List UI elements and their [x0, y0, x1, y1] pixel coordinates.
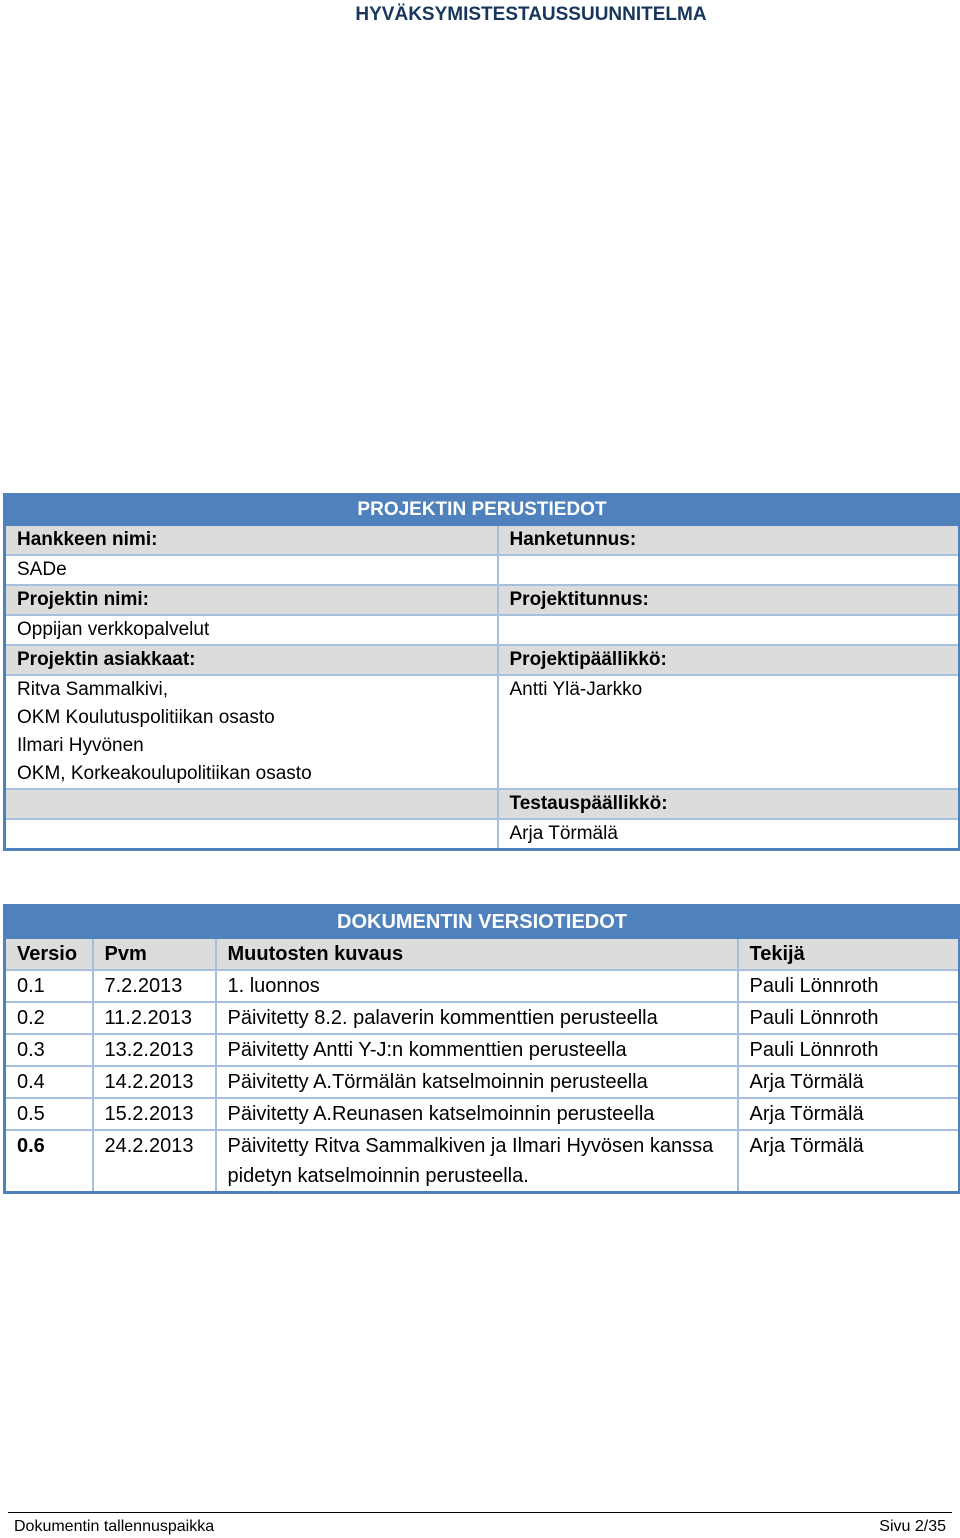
version-cell: 0.3 — [5, 1034, 93, 1066]
customers-list — [5, 675, 498, 789]
description-cell: 1. luonnos — [216, 970, 738, 1002]
version-cell: 0.2 — [5, 1002, 93, 1034]
subproject-label: Projektin nimi: — [5, 585, 498, 615]
customer-line: OKM, Korkeakoulupolitiikan osasto — [17, 763, 312, 784]
description-cell: Päivitetty Ritva Sammalkiven ja Ilmari Hyvösen kanssa pidetyn katselmoinnin perusteella. — [216, 1130, 738, 1193]
footer-storage-location: Dokumentin tallennuspaikka — [14, 1518, 215, 1535]
subproject-code-label: Projektitunnus: — [498, 585, 960, 615]
column-header-author: Tekijä — [738, 938, 960, 970]
table-row — [5, 1002, 960, 1034]
customer-line: Ritva Sammalkivi, — [17, 679, 168, 700]
version-table — [3, 904, 960, 1194]
project-name-label: Hankkeen nimi: — [5, 525, 498, 555]
version-cell: 0.5 — [5, 1098, 93, 1130]
date-cell: 13.2.2013 — [93, 1034, 216, 1066]
test-manager-name: Arja Törmälä — [498, 819, 960, 850]
subproject-code — [498, 615, 960, 645]
version-cell: 0.6 — [5, 1130, 93, 1193]
author-cell: Pauli Lönnroth — [738, 1002, 960, 1034]
column-header-version: Versio — [5, 938, 93, 970]
table-row — [5, 1034, 960, 1066]
footer-page-number: Sivu 2/35 — [879, 1518, 946, 1535]
subproject-name: Oppijan verkkopalvelut — [5, 615, 498, 645]
empty-cell — [5, 819, 498, 850]
date-cell: 7.2.2013 — [93, 970, 216, 1002]
author-cell: Pauli Lönnroth — [738, 1034, 960, 1066]
customer-line: OKM Koulutuspolitiikan osasto — [17, 707, 275, 728]
manager-name: Antti Ylä-Jarkko — [498, 675, 960, 789]
test-manager-label: Testauspäällikkö: — [498, 789, 960, 819]
description-cell: Päivitetty A.Törmälän katselmoinnin perusteella — [216, 1066, 738, 1098]
project-info-table — [3, 493, 960, 851]
manager-label: Projektipäällikkö: — [498, 645, 960, 675]
column-header-description: Muutosten kuvaus — [216, 938, 738, 970]
version-cell: 0.1 — [5, 970, 93, 1002]
column-header-date: Pvm — [93, 938, 216, 970]
project-code — [498, 555, 960, 585]
author-cell: Arja Törmälä — [738, 1098, 960, 1130]
project-code-label: Hanketunnus: — [498, 525, 960, 555]
description-cell: Päivitetty 8.2. palaverin kommenttien perusteella — [216, 1002, 738, 1034]
table-row — [5, 1066, 960, 1098]
author-cell: Pauli Lönnroth — [738, 970, 960, 1002]
table-row — [5, 1098, 960, 1130]
description-cell: Päivitetty Antti Y-J:n kommenttien perusteella — [216, 1034, 738, 1066]
version-cell: 0.4 — [5, 1066, 93, 1098]
author-cell: Arja Törmälä — [738, 1130, 960, 1193]
project-info-heading: PROJEKTIN PERUSTIEDOT — [5, 495, 960, 526]
author-cell: Arja Törmälä — [738, 1066, 960, 1098]
description-cell: Päivitetty A.Reunasen katselmoinnin perusteella — [216, 1098, 738, 1130]
customer-line: Ilmari Hyvönen — [17, 735, 144, 756]
project-name: SADe — [5, 555, 498, 585]
table-row — [5, 970, 960, 1002]
footer-divider — [8, 1512, 952, 1513]
date-cell: 11.2.2013 — [93, 1002, 216, 1034]
date-cell: 14.2.2013 — [93, 1066, 216, 1098]
customers-label: Projektin asiakkaat: — [5, 645, 498, 675]
date-cell: 15.2.2013 — [93, 1098, 216, 1130]
document-title: HYVÄKSYMISTESTAUSSUUNNITELMA — [355, 4, 707, 25]
version-heading: DOKUMENTIN VERSIOTIEDOT — [5, 906, 960, 939]
table-row — [5, 1130, 960, 1193]
empty-cell — [5, 789, 498, 819]
date-cell: 24.2.2013 — [93, 1130, 216, 1193]
